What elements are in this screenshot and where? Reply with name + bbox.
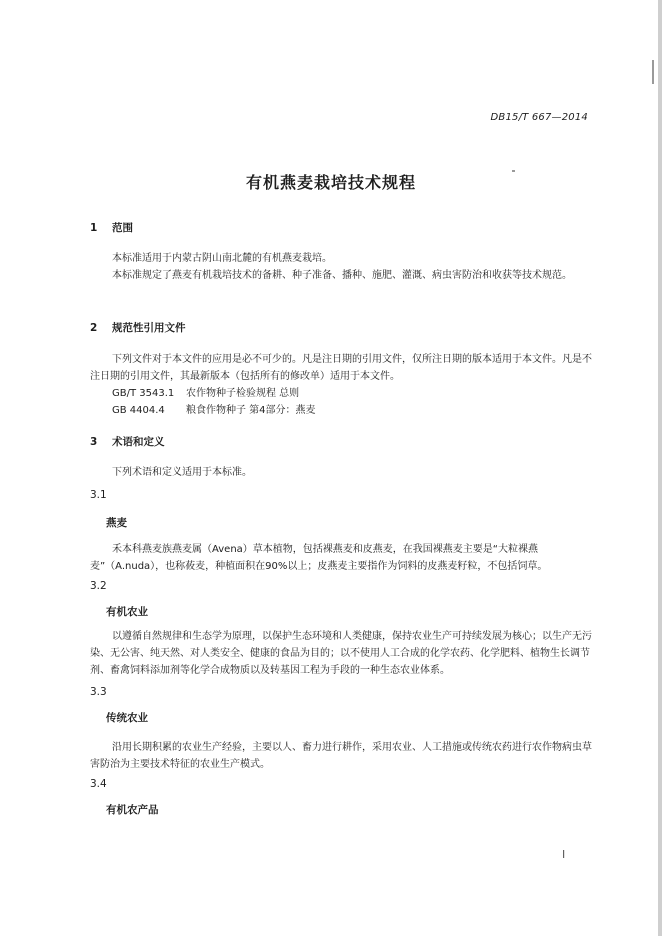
document-title: 有机燕麦栽培技术规程 — [245, 173, 416, 192]
term-number: 3.2 — [90, 580, 107, 592]
term-name: 燕麦 — [106, 517, 127, 529]
reference-name: 粮食作物种子 第4部分：燕麦 — [186, 405, 316, 416]
reference-name: 农作物种子检验规程 总则 — [186, 388, 300, 399]
term-number: 3.3 — [90, 686, 107, 698]
scan-speck — [652, 60, 654, 84]
section-heading-references — [90, 320, 186, 335]
section-title: 范围 — [112, 222, 133, 234]
paragraph: 本标准规定了燕麦有机栽培技术的备耕、种子准备、播种、施肥、灌溉、病虫害防治和收获等技术规范。 — [112, 270, 572, 281]
term-definition: 沿用长期积累的农业生产经验，主要以人、畜力进行耕作，采用农业、人工措施或传统农药进行农作物病虫草害防治为主要技术特征的农业生产模式。 — [90, 742, 592, 770]
term-number: 3.1 — [90, 489, 107, 501]
reference-item — [112, 401, 316, 416]
term-number: 3.4 — [90, 778, 107, 790]
term-definition: 禾本科燕麦族燕麦属（Avena）草本植物，包括裸燕麦和皮燕麦，在我国裸燕麦主要是“大粒裸燕麦”（A.nuda），也称莜麦，种植面积在90%以上；皮燕麦主要指作为饲料的皮燕麦籽粒，不包括饲草。 — [90, 544, 548, 572]
scan-edge — [658, 0, 662, 936]
paragraph: 本标准适用于内蒙古阴山南北麓的有机燕麦栽培。 — [112, 253, 332, 264]
section-number: 2 — [90, 322, 98, 334]
paragraph: 下列术语和定义适用于本标准。 — [112, 467, 252, 478]
reference-item — [112, 384, 299, 399]
paragraph: 下列文件对于本文件的应用是必不可少的。凡是注日期的引用文件，仅所注日期的版本适用于本文件。凡是不注日期的引用文件，其最新版本（包括所有的修改单）适用于本文件。 — [90, 354, 592, 382]
section-number: 1 — [90, 222, 98, 234]
section-title: 术语和定义 — [112, 436, 165, 448]
standard-code: DB15/T 667—2014 — [490, 112, 588, 123]
reference-code: GB 4404.4 — [112, 405, 165, 416]
term-definition: 以遵循自然规律和生态学为原理，以保护生态环境和人类健康，保持农业生产可持续发展为核心；以生产无污染、无公害、纯天然、对人类安全、健康的食品为目的；以不使用人工合成的化学农药、化学肥料、植物生长调节剂、畜禽饲料添加剂等化学合成物质以及转基因工程为手段的一种生态农业体系。 — [90, 631, 592, 676]
section-heading-terms — [90, 434, 165, 449]
term-name: 有机农产品 — [106, 804, 159, 816]
section-heading-scope — [90, 220, 133, 235]
page-mark: I — [562, 848, 566, 861]
section-number: 3 — [90, 436, 98, 448]
term-name: 传统农业 — [106, 712, 148, 724]
section-title: 规范性引用文件 — [112, 322, 186, 334]
term-name: 有机农业 — [106, 606, 148, 618]
reference-code: GB/T 3543.1 — [112, 388, 175, 399]
